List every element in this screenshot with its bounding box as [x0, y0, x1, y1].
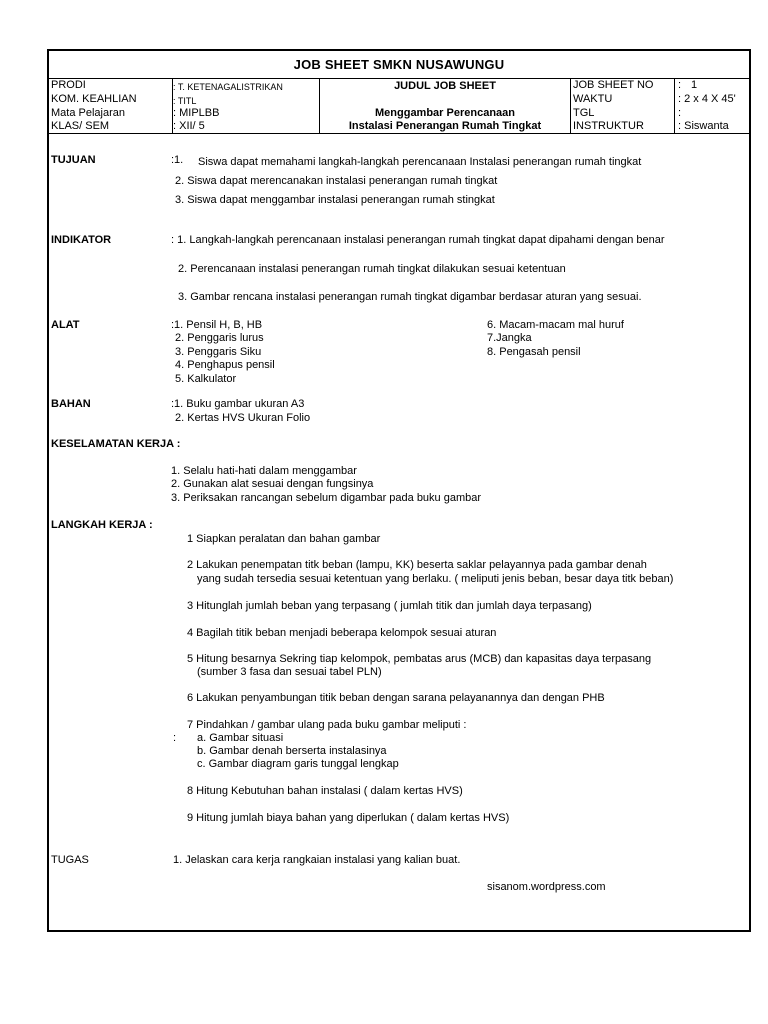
waktu-label: WAKTU [573, 93, 613, 105]
alat-item: 7.Jangka [487, 332, 532, 344]
keselamatan-item: 1. Selalu hati-hati dalam menggambar [171, 465, 357, 477]
langkah-label: LANGKAH KERJA : [51, 519, 153, 531]
header-bottom-line [49, 133, 749, 134]
mapel-value: : MIPLBB [173, 107, 220, 119]
job-no-value: 1 [691, 79, 698, 91]
tujuan-colon: :1. [171, 154, 184, 166]
langkah-colon: : [173, 732, 177, 744]
klas-value: : XII/ 5 [173, 120, 205, 132]
langkah-step: 1 Siapkan peralatan dan bahan gambar [187, 533, 381, 545]
langkah-step: yang sudah tersedia sesuai ketentuan yang berlaku. ( meliputi jenis beban, besar daya titk beban) [197, 573, 674, 585]
langkah-step: (sumber 3 fasa dan sesuai tabel PLN) [197, 666, 382, 678]
judul-line1: Menggambar Perencanaan [375, 107, 515, 119]
tujuan-item: 2. Siswa dapat merencanakan instalasi penerangan rumah tingkat [175, 175, 498, 187]
alat-item: 4. Penghapus pensil [175, 359, 275, 371]
mapel-label: Mata Pelajaran [51, 107, 125, 119]
langkah-substep: c. Gambar diagram garis tunggal lengkap [197, 758, 399, 770]
langkah-step: 9 Hitung jumlah biaya bahan yang diperlukan ( dalam kertas HVS) [187, 812, 510, 824]
prodi-label: PRODI [51, 79, 86, 91]
indikator-item: : 1. Langkah-langkah perencanaan instalasi penerangan rumah tingkat dapat dipahami dengan benar [171, 234, 665, 246]
alat-item: 5. Kalkulator [175, 373, 237, 385]
tujuan-item: Siswa dapat memahami langkah-langkah perencanaan Instalasi penerangan rumah tingkat [198, 156, 642, 168]
tgl-value: : [678, 107, 682, 119]
kom-value: : TITL [173, 96, 197, 106]
sheet-title: JOB SHEET SMKN NUSAWUNGU [49, 51, 749, 79]
job-no-label: JOB SHEET NO [573, 79, 654, 91]
langkah-substep: a. Gambar situasi [197, 732, 284, 744]
tugas-item: 1. Jelaskan cara kerja rangkaian instalasi yang kalian buat. [173, 854, 461, 866]
job-no-colon: : [678, 79, 682, 91]
alat-item: 3. Penggaris Siku [175, 346, 262, 358]
keselamatan-item: 3. Periksakan rancangan sebelum digambar pada buku gambar [171, 492, 482, 504]
footer-url: sisanom.wordpress.com [487, 881, 606, 893]
judul-label: JUDUL JOB SHEET [394, 80, 496, 92]
tgl-label: TGL [573, 107, 595, 119]
indikator-label: INDIKATOR [51, 234, 112, 246]
kom-label: KOM. KEAHLIAN [51, 93, 137, 105]
alat-label: ALAT [51, 319, 80, 331]
indikator-item: 3. Gambar rencana instalasi penerangan rumah tingkat digambar berdasar aturan yang sesuai. [178, 291, 642, 303]
keselamatan-label: KESELAMATAN KERJA : [51, 438, 181, 450]
langkah-step: 4 Bagilah titik beban menjadi beberapa kelompok sesuai aturan [187, 627, 497, 639]
waktu-value: : 2 x 4 X 45' [678, 93, 736, 105]
langkah-step: 3 Hitunglah jumlah beban yang terpasang ( jumlah titik dan jumlah daya terpasang) [187, 600, 592, 612]
tujuan-label: TUJUAN [51, 154, 96, 166]
bahan-label: BAHAN [51, 398, 91, 410]
langkah-step: 6 Lakukan penyambungan titik beban dengan sarana pelayanannya dan dengan PHB [187, 692, 605, 704]
bahan-item: 2. Kertas HVS Ukuran Folio [175, 412, 311, 424]
langkah-step: 5 Hitung besarnya Sekring tiap kelompok, pembatas arus (MCB) dan kapasitas daya terpasang [187, 653, 652, 665]
tugas-label: TUGAS [51, 854, 89, 866]
alat-item: :1. Pensil H, B, HB [171, 319, 263, 331]
alat-item: 2. Penggaris lurus [175, 332, 264, 344]
langkah-substep: b. Gambar denah berserta instalasinya [197, 745, 387, 757]
alat-item: 6. Macam-macam mal huruf [487, 319, 624, 331]
tujuan-item: 3. Siswa dapat menggambar instalasi penerangan rumah stingkat [175, 194, 495, 206]
instruktur-label: INSTRUKTUR [573, 120, 644, 132]
job-sheet-frame [47, 49, 751, 932]
langkah-step: 8 Hitung Kebutuhan bahan instalasi ( dalam kertas HVS) [187, 785, 463, 797]
klas-label: KLAS/ SEM [51, 120, 110, 132]
prodi-value: : T. KETENAGALISTRIKAN [173, 82, 283, 92]
langkah-step: 7 Pindahkan / gambar ulang pada buku gambar meliputi : [187, 719, 467, 731]
alat-item: 8. Pengasah pensil [487, 346, 581, 358]
instruktur-value: : Siswanta [678, 120, 729, 132]
header-divider [570, 78, 571, 133]
judul-line2: Instalasi Penerangan Rumah Tingkat [348, 120, 542, 132]
langkah-step: 2 Lakukan penempatan titk beban (lampu, KK) beserta saklar pelayannya pada gambar denah [187, 559, 647, 571]
bahan-item: :1. Buku gambar ukuran A3 [171, 398, 305, 410]
keselamatan-item: 2. Gunakan alat sesuai dengan fungsinya [171, 478, 374, 490]
indikator-item: 2. Perencanaan instalasi penerangan rumah tingkat dilakukan sesuai ketentuan [178, 263, 566, 275]
header-divider [674, 78, 675, 133]
